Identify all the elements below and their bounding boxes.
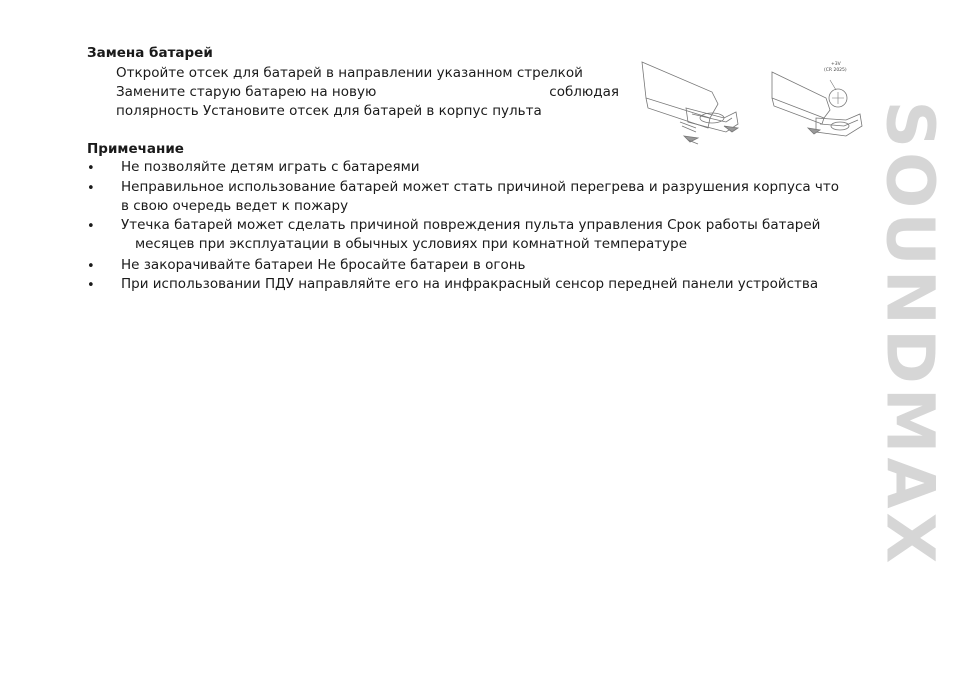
battery-instruction-line-2-left: Замените старую батарею на новую: [116, 84, 377, 100]
note-item-5: При использовании ПДУ направляйте его на инфракрасный сенсор передней панели устройства: [121, 276, 819, 292]
remote-open-compartment-drawing: [642, 62, 738, 144]
bullet-marker: •: [87, 219, 95, 234]
note-item-1: Не позволяйте детям играть с батареями: [121, 159, 420, 175]
battery-model-label: (CR 2025): [824, 68, 847, 73]
bullet-marker: •: [87, 259, 95, 274]
battery-instruction-line-2-right: соблюдая: [549, 84, 619, 100]
battery-replacement-illustration: [640, 58, 865, 150]
note-item-2-line-2: в свою очередь ведет к пожару: [121, 198, 349, 214]
note-item-4: Не закорачивайте батареи Не бросайте батареи в огонь: [121, 257, 526, 273]
note-item-2-line-1: Неправильное использование батарей может стать причиной перегрева и разрушения корпуса что: [121, 179, 840, 195]
remote-battery-insert-drawing: [772, 72, 862, 136]
battery-instruction-line-3: полярность Установите отсек для батарей в корпус пульта: [116, 103, 542, 119]
bullet-marker: •: [87, 278, 95, 293]
bullet-marker: •: [87, 181, 95, 196]
bullet-marker: •: [87, 161, 95, 176]
soundmax-logo-text: SOUNDMAX: [871, 100, 949, 568]
note-item-3-line-2: месяцев при эксплуатации в обычных условиях при комнатной температуре: [135, 236, 687, 252]
soundmax-logo: [871, 58, 949, 610]
voltage-label: +3V: [831, 62, 841, 67]
battery-section-title: Замена батарей: [87, 45, 213, 61]
note-section-title: Примечание: [87, 141, 184, 157]
battery-instruction-line-1: Откройте отсек для батарей в направлении указанном стрелкой: [116, 65, 583, 81]
note-item-3-line-1: Утечка батарей может сделать причиной повреждения пульта управления Срок работы батарей: [121, 217, 821, 233]
